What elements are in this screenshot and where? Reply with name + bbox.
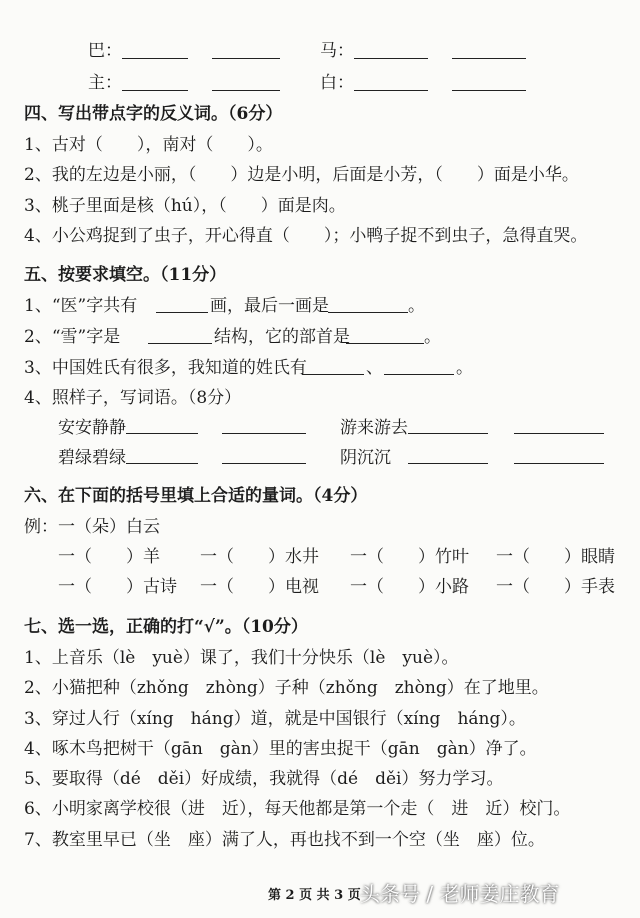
example-word-4: 阴沉沉 (340, 448, 391, 468)
section5-q1-text2: 画，最后一画是 (210, 296, 329, 316)
example-word-1: 安安静静 (58, 418, 126, 438)
measure-word-item: 一（ ）羊 (58, 547, 160, 567)
section7-item-3: 3、穿过人行（xíng háng）道，就是中国银行（xíng háng）。 (24, 709, 526, 729)
answer-blank[interactable] (354, 90, 428, 91)
example-word-3: 碧绿碧绿 (58, 448, 126, 468)
page-number: 第 2 页 共 3 页 (268, 888, 361, 903)
section4-item-1: 1、古对（ ），南对（ ）。 (24, 135, 273, 155)
measure-word-item: 一（ ）竹叶 (350, 547, 469, 567)
section5-q3-sep: 、 (366, 358, 383, 378)
section7-heading: 七、选一选，正确的打“√”。（10分） (24, 617, 308, 637)
answer-blank[interactable] (156, 312, 208, 313)
answer-blank[interactable] (122, 58, 188, 59)
answer-blank[interactable] (148, 343, 212, 344)
section5-heading: 五、按要求填空。（11分） (24, 265, 227, 285)
answer-blank[interactable] (384, 374, 454, 375)
section6-heading: 六、在下面的括号里填上合适的量词。（4分） (24, 486, 368, 506)
measure-word-item: 一（ ）古诗 (58, 577, 177, 597)
answer-blank[interactable] (122, 90, 188, 91)
top-label-bai: 白： (320, 73, 354, 93)
section7-item-4: 4、啄木鸟把树干（gān gàn）里的害虫捉干（gān gàn）净了。 (24, 739, 537, 759)
section7-item-6: 6、小明家离学校很（进 近），每天他都是第一个走（ 进 近）校门。 (24, 799, 571, 819)
measure-word-item: 一（ ）水井 (200, 547, 319, 567)
answer-blank[interactable] (514, 463, 604, 464)
answer-blank[interactable] (302, 374, 364, 375)
example-word-2: 游来游去 (340, 418, 408, 438)
section5-q1-text: 1、“医”字共有 (24, 296, 138, 316)
answer-blank[interactable] (222, 433, 306, 434)
answer-blank[interactable] (452, 58, 526, 59)
answer-blank[interactable] (408, 463, 488, 464)
section5-q3-end: 。 (456, 358, 473, 378)
measure-word-item: 一（ ）手表 (496, 577, 615, 597)
top-label-ma: 马： (320, 41, 354, 61)
answer-blank[interactable] (126, 463, 198, 464)
section7-item-5: 5、要取得（dé děi）好成绩，我就得（dé děi）努力学习。 (24, 769, 504, 789)
answer-blank[interactable] (212, 58, 280, 59)
section4-item-4: 4、小公鸡捉到了虫子，开心得直（ ）；小鸭子捉不到虫子，急得直哭。 (24, 226, 588, 246)
answer-blank[interactable] (354, 58, 428, 59)
top-label-ba: 巴： (88, 41, 122, 61)
section5-q4-text: 4、照样子，写词语。（8分） (24, 388, 242, 408)
section5-q2-text2: 结构，它的部首是 (214, 327, 350, 347)
watermark: 头条号 / 老师姜庄教育 (360, 882, 560, 906)
answer-blank[interactable] (126, 433, 198, 434)
section5-q2-text: 2、“雪”字是 (24, 327, 121, 347)
answer-blank[interactable] (212, 90, 280, 91)
measure-word-item: 一（ ）电视 (200, 577, 319, 597)
answer-blank[interactable] (408, 433, 488, 434)
answer-blank[interactable] (514, 433, 604, 434)
section7-item-7: 7、教室里早已（坐 座）满了人，再也找不到一个空（坐 座）位。 (24, 830, 545, 850)
section6-example: 例：一（朵）白云 (24, 517, 160, 537)
section4-item-3: 3、桃子里面是核（hú），（ ）面是肉。 (24, 196, 346, 216)
answer-blank[interactable] (222, 463, 306, 464)
measure-word-item: 一（ ）小路 (350, 577, 469, 597)
answer-blank[interactable] (346, 343, 424, 344)
section4-item-2: 2、我的左边是小丽，（ ）边是小明，后面是小芳，（ ）面是小华。 (24, 165, 579, 185)
section5-q3-text: 3、中国姓氏有很多，我知道的姓氏有 (24, 358, 307, 378)
top-label-zhu: 主： (88, 73, 122, 93)
answer-blank[interactable] (328, 312, 408, 313)
answer-blank[interactable] (452, 90, 526, 91)
section7-item-1: 1、上音乐（lè yuè）课了，我们十分快乐（lè yuè）。 (24, 648, 459, 668)
section7-item-2: 2、小猫把种（zhǒng zhòng）子种（zhǒng zhòng）在了地里。 (24, 678, 549, 698)
section5-q1-end: 。 (408, 296, 425, 316)
measure-word-item: 一（ ）眼睛 (496, 547, 615, 567)
section5-q2-end: 。 (424, 327, 441, 347)
section4-heading: 四、写出带点字的反义词。（6分） (24, 104, 283, 124)
